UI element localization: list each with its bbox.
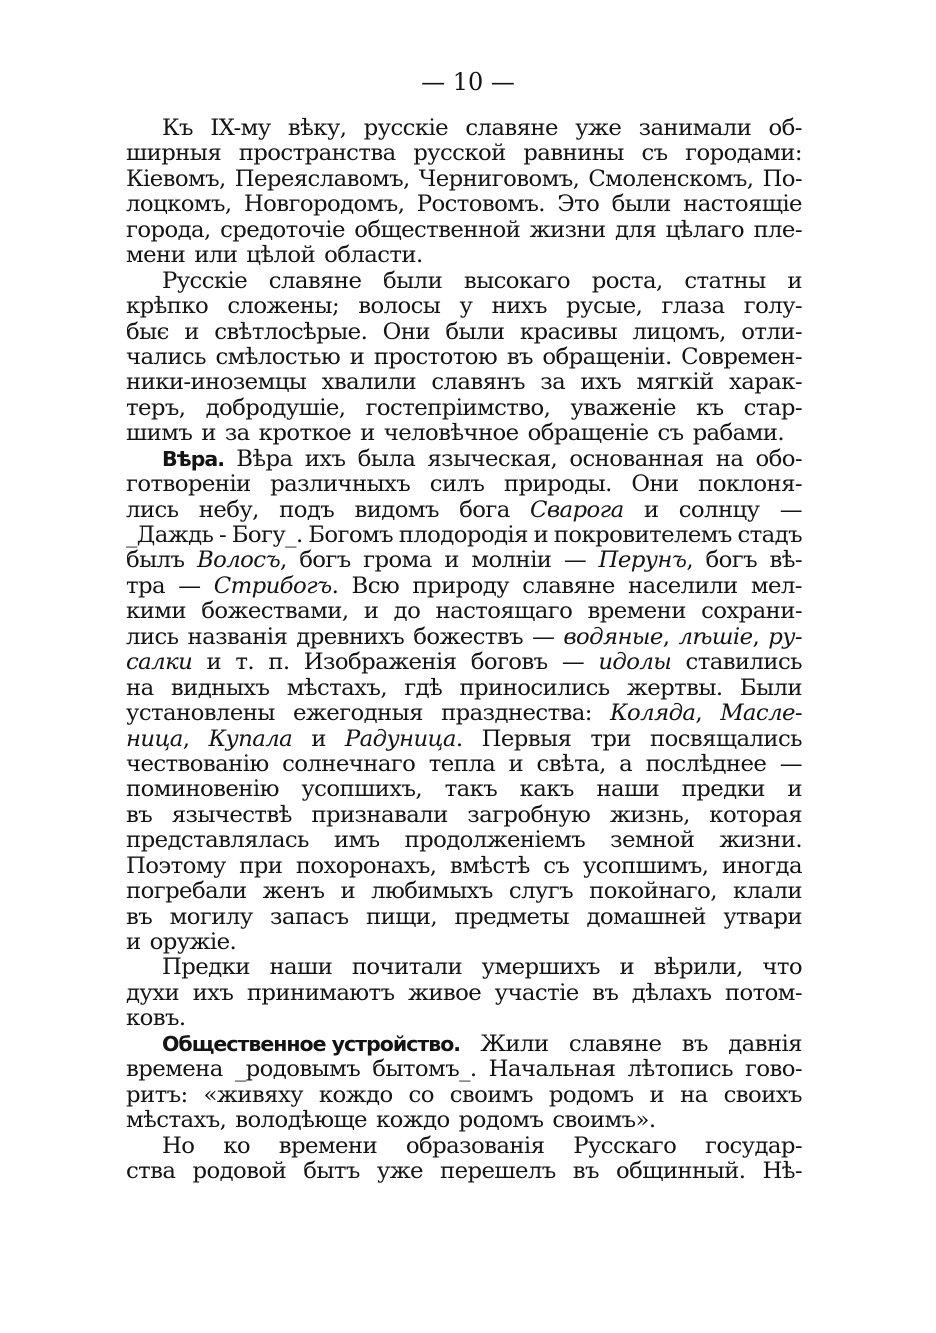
text-line: тра — Стрибогъ. Всю природу славяне населили мел- [126, 572, 802, 599]
paragraph [126, 1032, 802, 1134]
text-line: на видныхъ мѣстахъ, гдѣ приносились жертвы. Были [126, 674, 802, 701]
text-line: ница, Купала и Радуница. Первыя три посвящались [126, 725, 802, 752]
text-line: ники-иноземцы хвалили славянъ за ихъ мягкій харак- [126, 369, 802, 396]
text-line: ритъ: «живяху кождо со своимъ родомъ и на своихъ [126, 1081, 802, 1108]
text-line: Поэтому при похоронахъ, вмѣстѣ съ усопшимъ, иногда [126, 852, 802, 879]
text-line: чествованію солнечнаго тепла и свѣта, а послѣднее — [126, 750, 802, 777]
text-line: шимъ и за кроткое и человѣчное обращеніе съ рабами. [126, 420, 785, 447]
text-line: въ язычествѣ признавали загробную жизнь, которая [126, 801, 802, 828]
text-line: быє и свѣтлосѣрые. Они были красивы лицомъ, отли- [126, 318, 802, 345]
text-line: чались смѣлостью и простотою въ обращеніи. Современ- [126, 343, 802, 370]
text-line: Русскіе славяне были высокаго роста, статны и [162, 267, 802, 294]
text-line: салки и т. п. Изображенія боговъ — идолы ставились [126, 649, 802, 676]
text-line: кими божествами, и до настоящаго времени сохрани- [126, 598, 802, 625]
text-line: лоцкомъ, Новгородомъ, Ростовомъ. Это были настоящіе [126, 191, 802, 218]
text-line: установлены ежегодныя празднества: Коляда, Масле- [126, 700, 802, 727]
text-line: города, средоточіе общественной жизни для цѣлаго пле- [126, 216, 802, 243]
paragraph [126, 269, 802, 447]
text-line: духи ихъ принимаютъ живое участіе въ дѣлахъ потом- [126, 979, 802, 1006]
paragraph [126, 447, 802, 956]
text-line: ширныя пространства русской равнины съ городами: [126, 140, 802, 167]
text-line: въ могилу запасъ пищи, предметы домашней утвари [126, 903, 802, 930]
text-line: погребали женъ и любимыхъ слугъ покойнаго, клали [126, 878, 802, 905]
text-line: мени или цѣлой области. [126, 242, 423, 269]
text-line: мѣстахъ, володѣюще кождо родомъ своимъ». [126, 1107, 656, 1134]
text-line: Вѣра. Вѣра ихъ была языческая, основанная на обо- [162, 445, 802, 472]
paragraph [126, 955, 802, 1031]
text-line: Предки наши почитали умершихъ и вѣрили, что [162, 954, 802, 981]
text-line: теръ, добродушіе, гостепріимство, уваженіе къ стар- [126, 394, 802, 421]
paragraph [126, 116, 802, 269]
page-number: — 10 — [421, 68, 515, 96]
text-line: _Даждь - Богу_. Богомъ плодородія и покровителемъ стадъ [126, 522, 802, 548]
text-line: лись названія древнихъ божествъ — водяные, лѣшіе, ру- [126, 623, 802, 650]
text-line: Но ко времени образованія Русскаго государ- [162, 1132, 802, 1159]
text-line: Общественное устройство. Жили славяне въ давнія [162, 1030, 802, 1057]
text-line: крѣпко сложены; волосы у нихъ русые, глаза голу- [126, 293, 802, 320]
text-line: готвореніи различныхъ силъ природы. Они поклоня- [126, 471, 802, 498]
text-line: былъ Волосъ, богъ грома и молніи — Перунъ, богъ вѣ- [126, 547, 802, 574]
text-line: Кіевомъ, Переяславомъ, Черниговомъ, Смоленскомъ, По- [126, 165, 802, 192]
text-line: Къ IX-му вѣку, русскіе славяне уже занимали об- [162, 115, 802, 141]
text-line: лись небу, подъ видомъ бога Сварога и солнцу — [126, 496, 802, 523]
text-line: ства родовой бытъ уже перешелъ въ общинный. Нѣ- [126, 1157, 802, 1184]
body-text [126, 116, 802, 1184]
text-line: представлялась имъ продолженіемъ земной жизни. [126, 827, 802, 854]
paragraph [126, 1134, 802, 1185]
text-line: времена _родовымъ бытомъ_. Начальная лѣтопись гово- [126, 1056, 802, 1083]
text-line: и оружіе. [126, 929, 237, 955]
text-line: поминовенію усопшихъ, такъ какъ наши предки и [126, 776, 802, 803]
text-line: ковъ. [126, 1005, 186, 1032]
